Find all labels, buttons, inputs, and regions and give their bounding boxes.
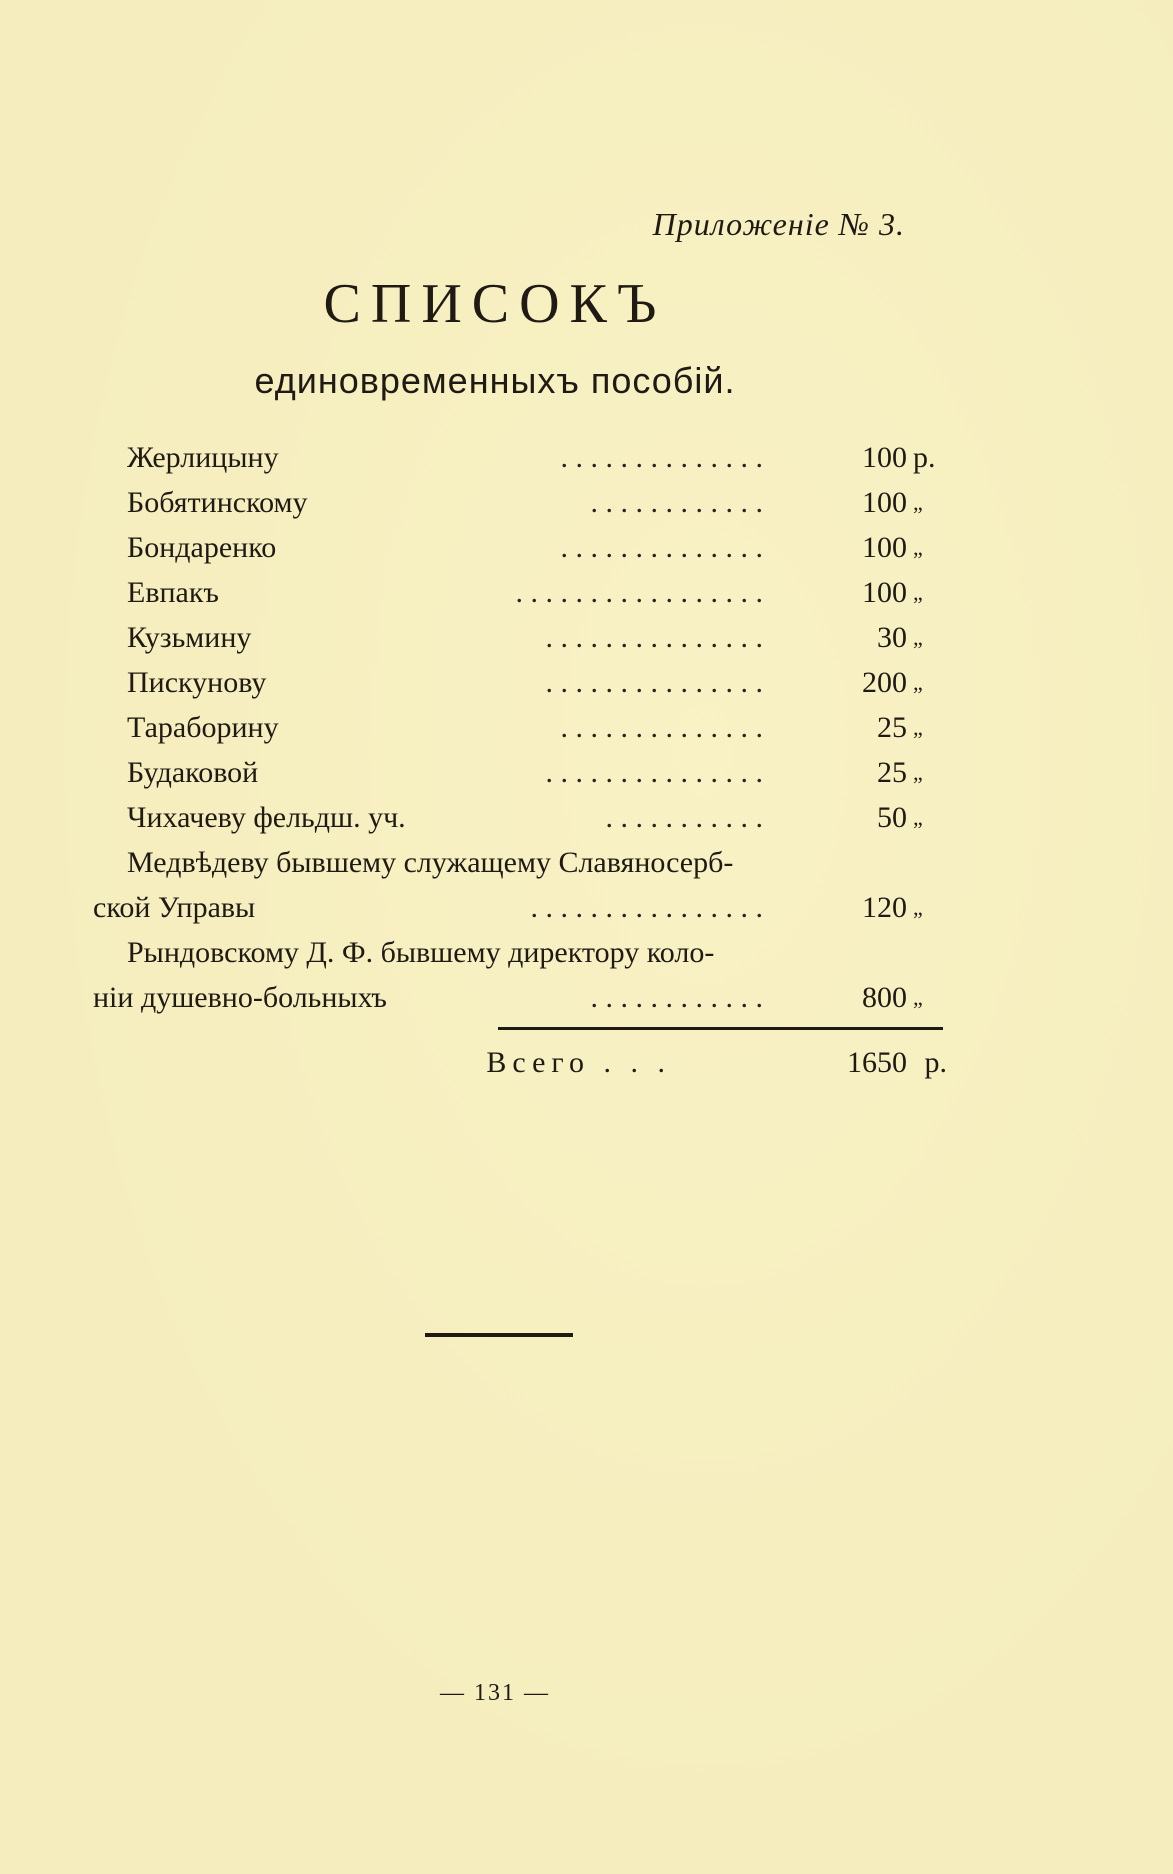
list-item (93, 705, 953, 750)
amount: 50 (877, 801, 907, 834)
appendix-label: Приложеніе № 3. (652, 206, 905, 242)
amount: 30 (877, 621, 907, 654)
recipient-name-continued: ской Управы (93, 891, 256, 924)
page-number: — 131 — (440, 1680, 550, 1706)
list-item-line2 (93, 975, 953, 1020)
recipient-name: Жерлицыну (127, 441, 279, 474)
unit: „ (913, 985, 923, 1010)
leader-dots: . . . . . . . . . . . . . . (560, 441, 763, 474)
unit: „ (913, 625, 923, 650)
recipient-name: Пискунову (127, 666, 267, 699)
leader-dots: . . . . . . . . . . . . . . (560, 531, 763, 564)
amount: 200 (862, 666, 907, 699)
list-item (93, 525, 953, 570)
amount: 100 (862, 486, 907, 519)
leader-dots: . . . . . . . . . . . . . . . (545, 756, 763, 789)
amount: 25 (877, 711, 907, 744)
leader-dots: . . . . . . . . . . . . . . . . . (515, 576, 763, 609)
recipient-name: Рындовскому Д. Ф. бывшему директору коло- (127, 936, 715, 969)
recipient-name: Медвѣдеву бывшему служащему Славяносерб- (127, 846, 734, 879)
leader-dots: . . . . . . . . . . . . . . (560, 711, 763, 744)
recipient-name: Евпакъ (127, 576, 219, 609)
list-item-line2 (93, 885, 953, 930)
total-label: Всего . . . (486, 1046, 671, 1079)
amount: 100 (862, 531, 907, 564)
unit: „ (913, 715, 923, 740)
recipient-name: Кузьмину (127, 621, 252, 654)
unit: „ (913, 580, 923, 605)
unit: „ (913, 670, 923, 695)
list-item (93, 480, 953, 525)
recipient-name: Будаковой (127, 756, 259, 789)
amount: 100 (862, 441, 907, 474)
list-item (93, 435, 953, 480)
unit: „ (913, 760, 923, 785)
list-item (93, 660, 953, 705)
total-amount: 1650 (847, 1046, 907, 1079)
total-row (93, 1040, 953, 1085)
recipient-name-continued: ніи душевно-больныхъ (93, 981, 387, 1014)
recipient-name: Чихачеву фельдш. уч. (127, 801, 406, 834)
section-divider (425, 1333, 573, 1337)
benefits-list (93, 435, 953, 1020)
recipient-name: Бондаренко (127, 531, 277, 564)
list-item (93, 795, 953, 840)
recipient-name: Бобятинскому (127, 486, 308, 519)
unit: „ (913, 805, 923, 830)
unit: „ (913, 535, 923, 560)
recipient-name: Тараборину (127, 711, 279, 744)
unit: р. (913, 441, 936, 474)
leader-dots: . . . . . . . . . . . (605, 801, 763, 834)
leader-dots: . . . . . . . . . . . . . . . (545, 666, 763, 699)
amount: 120 (862, 891, 907, 924)
amount: 100 (862, 576, 907, 609)
total-unit: р. (924, 1046, 947, 1079)
leader-dots: . . . . . . . . . . . . . . . . (530, 891, 763, 924)
unit: „ (913, 490, 923, 515)
list-item (93, 750, 953, 795)
page-title: СПИСОКЪ (323, 273, 667, 335)
leader-dots: . . . . . . . . . . . . (590, 486, 763, 519)
list-item (93, 615, 953, 660)
list-item-line1 (93, 840, 953, 885)
leader-dots: . . . . . . . . . . . . . . . (545, 621, 763, 654)
list-item (93, 570, 953, 615)
page-subtitle: единовременныхъ пособій. (254, 360, 736, 401)
total-rule (498, 1027, 943, 1030)
amount: 800 (862, 981, 907, 1014)
list-item-line1 (93, 930, 953, 975)
leader-dots: . . . . . . . . . . . . (590, 981, 763, 1014)
unit: „ (913, 895, 923, 920)
amount: 25 (877, 756, 907, 789)
